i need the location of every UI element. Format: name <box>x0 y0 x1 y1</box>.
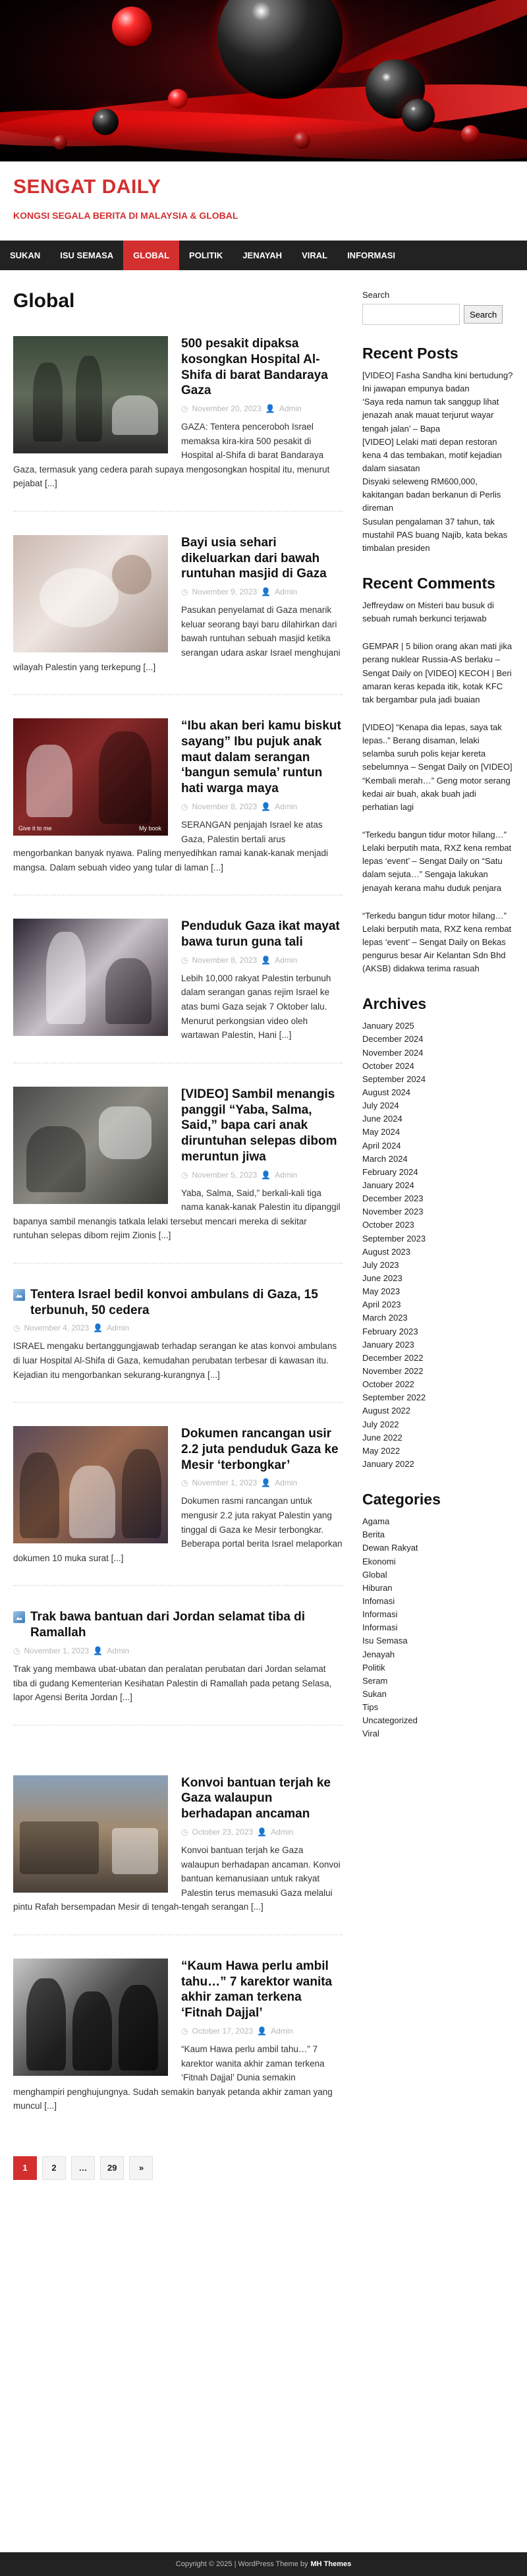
search-row <box>362 304 514 325</box>
post-author[interactable]: Admin <box>107 1646 130 1655</box>
recent-post-link[interactable]: Disyaki seleweng RM600,000, kakitangan badan berkanun di Perlis direman <box>362 476 501 513</box>
archive-link[interactable]: October 2024 <box>362 1060 414 1071</box>
thumb-figure <box>122 1449 161 1538</box>
page-29-button[interactable]: 29 <box>100 2156 124 2180</box>
post-excerpt: GAZA: Tentera penceroboh Israel memaksa kira-kira 500 pesakit di Hospital al-Shifa di barat Bandaraya Gaza, termasuk yang cedera parah supaya mengosongkan hospital itu, menurut pejabat [...] <box>13 422 330 489</box>
thumb-figure <box>26 745 72 817</box>
thumb-figure <box>76 356 102 442</box>
post-title[interactable] <box>13 1287 343 1319</box>
post-thumbnail[interactable] <box>13 919 168 1036</box>
post-item <box>13 336 343 512</box>
user-icon: 👤 <box>265 404 275 413</box>
thumb-figure <box>99 1106 152 1159</box>
archive-link[interactable]: October 2023 <box>362 1220 414 1230</box>
post-author[interactable]: Admin <box>275 955 298 965</box>
post-meta <box>13 1323 343 1332</box>
thumb-figure <box>72 1991 112 2071</box>
post-meta <box>181 2026 343 2036</box>
user-icon: 👤 <box>261 955 271 965</box>
post-title[interactable]: Konvoi bantuan terjah ke Gaza walaupun berhadapan ancaman <box>181 1775 331 1821</box>
clock-icon: ◷ <box>181 587 188 597</box>
sidebar <box>362 270 514 2206</box>
thumb-figure <box>26 1978 66 2071</box>
category-link[interactable]: Politik <box>362 1662 385 1673</box>
post-title[interactable]: “Ibu akan beri kamu biskut sayang” Ibu pujuk anak maut dalam serangan ‘bangun semula’ runtun hati warga maya <box>181 719 341 796</box>
recent-comment[interactable]: GEMPAR | 5 bilion orang akan mati jika perang nuklear Russia-AS berlaku – Sengat Daily on [VIDEO] KECOH | Beri amaran keras kepada itik, kotak KFC tak bergambar pula jadi buaian <box>362 641 513 704</box>
archive-link[interactable]: June 2023 <box>362 1273 402 1284</box>
archive-link[interactable]: July 2022 <box>362 1419 399 1429</box>
search-button[interactable]: Search <box>464 305 503 324</box>
post-title[interactable] <box>13 1609 343 1641</box>
post-item <box>13 535 343 695</box>
archive-link[interactable]: September 2024 <box>362 1073 426 1084</box>
footer-theme-link[interactable]: MH Themes <box>310 2560 352 2568</box>
site-footer <box>0 2552 527 2576</box>
post-author[interactable]: Admin <box>279 404 302 413</box>
post-title[interactable]: Dokumen rancangan usir 2.2 juta penduduk Gaza ke Mesir ‘terbongkar’ <box>181 1427 339 1472</box>
category-link[interactable]: Seram <box>362 1675 388 1686</box>
post-item <box>13 1959 343 2133</box>
archive-link[interactable]: February 2023 <box>362 1326 418 1336</box>
archive-link[interactable]: March 2023 <box>362 1313 408 1323</box>
category-link[interactable]: Uncategorized <box>362 1715 418 1726</box>
user-icon: 👤 <box>257 1827 267 1837</box>
post-meta <box>181 1478 343 1487</box>
archive-title: Global <box>13 290 75 312</box>
thumb-figure <box>40 568 119 627</box>
search-label: Search <box>362 290 390 300</box>
archive-link[interactable]: January 2022 <box>362 1458 414 1469</box>
post-date[interactable]: October 17, 2023 <box>192 2026 254 2036</box>
recent-post-link[interactable]: [VIDEO] Lelaki mati depan restoran kena 4 das tembakan, motif kejadian dalam siasatan <box>362 436 502 473</box>
category-link[interactable]: Berita <box>362 1530 385 1540</box>
clock-icon: ◷ <box>181 801 188 811</box>
post-date[interactable]: November 1, 2023 <box>192 1478 258 1488</box>
archive-link[interactable]: September 2023 <box>362 1233 426 1244</box>
post-item <box>13 1775 343 1935</box>
user-icon: 👤 <box>93 1646 103 1655</box>
banner-sphere <box>217 0 343 99</box>
search-widget <box>362 290 514 325</box>
page-1-button[interactable]: 1 <box>13 2156 37 2180</box>
post-excerpt: Pasukan penyelamat di Gaza menarik keluar seorang bayi baru dilahirkan dari bawah runtuhan sebuah masjid ketika serangan udara askar Israel menghujani wilayah Palestin yang terkepung [...] <box>13 605 341 672</box>
clock-icon: ◷ <box>13 1646 20 1655</box>
post-item <box>13 1426 343 1586</box>
post-item <box>13 1609 343 1725</box>
archive-link[interactable]: September 2022 <box>362 1392 426 1403</box>
archive-link[interactable]: November 2024 <box>362 1047 424 1058</box>
post-item <box>13 718 343 896</box>
thumb-figure <box>99 731 152 824</box>
site-title[interactable]: SENGAT DAILY <box>13 176 161 198</box>
post-excerpt: SERANGAN penjajah Israel ke atas Gaza, Palestin bertali arus mengorbankan banyak nyawa. Paling menyedihkan ramai kanak-kanak menjadi mangsa. Dalam sebuah video yang tular di laman [...] <box>13 819 329 873</box>
post-title[interactable]: Bayi usia sehari dikeluarkan dari bawah runtuhan masjid di Gaza <box>181 535 327 581</box>
nav-item-global[interactable]: GLOBAL <box>123 241 179 270</box>
post-date[interactable]: November 8, 2023 <box>192 955 258 965</box>
post-excerpt: “Kaum Hawa perlu ambil tahu…” 7 karektor wanita akhir zaman terkena ‘Fitnah Dajjal’ Dunia semakin menghampiri penghujungnya. Sudah semakin banyak petanda akhir zaman yang muncul [...] <box>13 2044 333 2111</box>
post-title[interactable]: Penduduk Gaza ikat mayat bawa turun guna tali <box>181 919 340 950</box>
archive-link[interactable]: November 2023 <box>362 1207 424 1217</box>
clock-icon: ◷ <box>181 2026 188 2036</box>
post-date[interactable]: November 8, 2023 <box>192 801 258 811</box>
post-excerpt: Konvoi bantuan terjah ke Gaza walaupun berhadapan ancaman. Konvoi bantuan kemanusiaan untuk rakyat Palestin terus memasuki Gaza melalui pintu Rafah bersempadan Mesir di tengah-tengah serangan [...] <box>13 1845 341 1912</box>
site-description: KONGSI SEGALA BERITA DI MALAYSIA & GLOBAL <box>13 210 238 221</box>
archive-link[interactable]: July 2024 <box>362 1101 399 1111</box>
post-item <box>13 1087 343 1264</box>
clock-icon: ◷ <box>13 1323 20 1333</box>
user-icon: 👤 <box>261 587 271 597</box>
post-excerpt: Dokumen rasmi rancangan untuk mengusir 2.2 juta rakyat Palestin yang tinggal di Gaza ke Mesir terbongkar. Beberapa portal berita Israel melaporkan dokumen 10 muka surat [...] <box>13 1496 343 1563</box>
search-input[interactable] <box>362 304 460 325</box>
post-item <box>13 919 343 1063</box>
recent-comment[interactable]: “Terkedu bangun tidur motor hilang…” Lelaki berputih mata, RXZ kena rembat lepas ‘event’ – Sengat Daily on Bekas pengurus besar Air Kelantan Sdn Bhd (AKSB) didakwa terima rasuah <box>362 910 512 974</box>
clock-icon: ◷ <box>181 1170 188 1180</box>
thumb-figure <box>112 1828 158 1874</box>
thumb-figure <box>105 958 152 1024</box>
nav-item-informasi[interactable]: INFORMASI <box>347 250 396 260</box>
post-date[interactable]: November 9, 2023 <box>192 587 258 597</box>
post-thumbnail[interactable] <box>13 1775 168 1893</box>
banner-sphere <box>168 89 188 109</box>
category-link[interactable]: Global <box>362 1569 387 1580</box>
thumb-caption: Give it to me <box>18 825 52 832</box>
category-link[interactable]: Isu Semasa <box>362 1636 408 1646</box>
post-excerpt: Trak yang membawa ubat-ubatan dan peralatan perubatan dari Jordan selamat tiba di gudang Kementerian Kesihatan Palestin di Ramallah pada petang Selasa, lapor Agensi Berita Jordan [...] <box>13 1663 332 1703</box>
category-link[interactable]: Sukan <box>362 1688 387 1699</box>
category-link[interactable]: Ekonomi <box>362 1556 396 1566</box>
category-link[interactable]: Hiburan <box>362 1582 393 1593</box>
nav-item-jenayah[interactable]: JENAYAH <box>242 250 283 260</box>
category-link[interactable]: Informasi <box>362 1622 398 1633</box>
header-banner <box>0 0 527 161</box>
pagination <box>13 2156 343 2180</box>
post-meta <box>181 956 343 965</box>
post-thumbnail[interactable] <box>13 336 168 453</box>
post-title[interactable]: 500 pesakit dipaksa kosongkan Hospital Al-Shifa di barat Bandaraya Gaza <box>181 337 328 398</box>
category-link[interactable]: Jenayah <box>362 1649 395 1659</box>
banner-swoosh <box>333 0 527 84</box>
thumb-figure <box>20 1821 99 1874</box>
archive-link[interactable]: June 2022 <box>362 1432 402 1443</box>
archive-link[interactable]: December 2022 <box>362 1352 424 1363</box>
recent-post-link[interactable]: Susulan pengalaman 37 tahun, tak mustahil PAS buang Najib, kata bekas timbalan presiden <box>362 516 508 553</box>
category-link[interactable]: Tips <box>362 1702 379 1713</box>
recent-comment[interactable]: [VIDEO] “Kenapa dia lepas, saya tak lepas..” Berang disaman, lelaki selamba suruh polis kejar kereta sebelumnya – Sengat Daily on [VIDEO] “Kembali merah…” Geng motor serang kedai air buah, akak buah jadi perhatian lagi <box>362 722 513 812</box>
widget-title: Archives <box>362 995 427 1013</box>
footer-copyright: Copyright © 2025 | WordPress Theme by <box>175 2560 308 2568</box>
post-thumbnail[interactable] <box>13 1426 168 1543</box>
main-navigation <box>0 241 527 270</box>
archive-link[interactable]: July 2023 <box>362 1259 399 1270</box>
post-meta <box>181 404 343 413</box>
archive-link[interactable]: February 2024 <box>362 1166 418 1177</box>
thumb-figure <box>69 1466 115 1538</box>
categories-list <box>362 1515 514 1740</box>
archive-link[interactable]: August 2023 <box>362 1246 411 1257</box>
archive-link[interactable]: May 2024 <box>362 1127 401 1137</box>
thumb-figure <box>33 362 63 442</box>
archive-link[interactable]: June 2024 <box>362 1114 402 1124</box>
post-date[interactable]: October 23, 2023 <box>192 1827 254 1837</box>
recent-post-link[interactable]: [VIDEO] Fasha Sandha kini bertudung? Ini jawapan empunya badan <box>362 370 513 394</box>
widget-title: Recent Posts <box>362 345 458 362</box>
recent-comments-widget <box>362 575 514 975</box>
user-icon: 👤 <box>93 1323 103 1333</box>
nav-item-sukan[interactable]: SUKAN <box>10 250 41 260</box>
archive-link[interactable]: January 2024 <box>362 1180 414 1191</box>
recent-comment[interactable]: Jeffreydaw on Misteri bau busuk di sebuah rumah berkunci terjawab <box>362 600 494 624</box>
content-wrap <box>0 270 527 2206</box>
post-author[interactable]: Admin <box>271 2026 294 2036</box>
post-thumbnail[interactable] <box>13 1087 168 1204</box>
widget-title: Categories <box>362 1491 441 1508</box>
nav-item-viral[interactable]: VIRAL <box>302 250 328 260</box>
clock-icon: ◷ <box>181 1478 188 1488</box>
post-date[interactable]: November 20, 2023 <box>192 404 262 413</box>
archive-link[interactable]: March 2024 <box>362 1153 408 1164</box>
post-author[interactable]: Admin <box>107 1323 130 1333</box>
widget-title: Recent Comments <box>362 574 495 592</box>
post-meta <box>181 587 343 596</box>
page-2-button[interactable]: 2 <box>42 2156 66 2180</box>
archive-link[interactable]: April 2024 <box>362 1140 401 1151</box>
banner-sphere <box>112 7 152 46</box>
archive-link[interactable]: December 2023 <box>362 1193 424 1204</box>
archive-link[interactable]: December 2024 <box>362 1034 424 1045</box>
recent-comments-list <box>362 599 514 975</box>
post-meta <box>181 1827 343 1837</box>
post-thumbnail[interactable] <box>13 718 168 836</box>
clock-icon: ◷ <box>181 404 188 413</box>
clock-icon: ◷ <box>181 1827 188 1837</box>
main-content <box>13 270 343 2206</box>
category-link[interactable]: Informasi <box>362 1609 398 1620</box>
categories-widget <box>362 1491 514 1740</box>
post-meta <box>13 1646 343 1655</box>
archive-link[interactable]: January 2025 <box>362 1021 414 1031</box>
nav-item-politik[interactable]: POLITIK <box>189 250 223 260</box>
banner-shade <box>0 122 527 161</box>
archive-link[interactable]: January 2023 <box>362 1339 414 1350</box>
category-link[interactable]: Agama <box>362 1516 390 1527</box>
user-icon: 👤 <box>261 1170 271 1180</box>
post-meta <box>181 802 343 811</box>
thumb-figure <box>20 1452 59 1538</box>
thumb-caption: My book <box>138 825 161 832</box>
site-branding <box>0 161 527 241</box>
post-thumbnail[interactable] <box>13 535 168 652</box>
post-date[interactable]: November 4, 2023 <box>24 1323 90 1333</box>
image-format-icon <box>13 1611 25 1623</box>
category-link[interactable]: Infomasi <box>362 1595 395 1606</box>
archive-link[interactable]: October 2022 <box>362 1379 414 1390</box>
post-excerpt: ISRAEL mengaku bertanggungjawab terhadap serangan ke atas konvoi ambulans di luar Hospital Al-Shifa di Gaza, kemudahan perubatan terbesar di kawasan itu. Kejadian itu mengorbankan sekurang-kurangnya [...] <box>13 1341 337 1380</box>
post-author[interactable]: Admin <box>275 1478 298 1488</box>
archive-link[interactable]: August 2024 <box>362 1087 411 1098</box>
thumb-figure <box>26 1126 86 1192</box>
post-author[interactable]: Admin <box>275 1170 298 1180</box>
post-title-text[interactable]: Tentera Israel bedil konvoi ambulans di Gaza, 15 terbunuh, 50 cedera <box>30 1287 318 1317</box>
archives-list <box>362 1019 514 1471</box>
clock-icon: ◷ <box>181 955 188 965</box>
post-title[interactable]: [VIDEO] Sambil menangis panggil “Yaba, Salma, Said,” bapa cari anak diruntuhan selepas dibom meruntun jiwa <box>181 1087 337 1164</box>
thumb-figure <box>119 1985 158 2071</box>
archives-widget <box>362 995 514 1471</box>
thumb-figure <box>112 395 158 435</box>
post-date[interactable]: November 1, 2023 <box>24 1646 90 1655</box>
post-author[interactable]: Admin <box>271 1827 294 1837</box>
user-icon: 👤 <box>261 1478 271 1488</box>
post-item <box>13 1287 343 1403</box>
category-link[interactable]: Dewan Rakyat <box>362 1543 418 1553</box>
post-title-text[interactable]: Trak bawa bantuan dari Jordan selamat tiba di Ramallah <box>30 1610 306 1640</box>
archive-link[interactable]: May 2022 <box>362 1445 401 1456</box>
image-format-icon <box>13 1289 25 1301</box>
recent-posts-list <box>362 369 514 555</box>
thumb-figure <box>46 932 86 1024</box>
archive-link[interactable]: May 2023 <box>362 1286 401 1297</box>
page-ellipsis: … <box>71 2156 95 2180</box>
post-title[interactable]: “Kaum Hawa perlu ambil tahu…” 7 karektor wanita akhir zaman terkena ‘Fitnah Dajjal’ <box>181 1959 333 2020</box>
post-excerpt: Lebih 10,000 rakyat Palestin terbunuh dalam serangan ganas rejim Israel ke atas bumi Gaza sejak 7 Oktober lalu. Menurut perkongsian video oleh wartawan Palestin, Hani [...] <box>181 973 331 1041</box>
post-author[interactable]: Admin <box>275 587 298 597</box>
post-excerpt: Yaba, Salma, Said,” berkali-kali tiga nama kanak-kanak Palestin itu dipanggil bapanya sambil menangis tatkala lelaki tersebut mencari mereka di sekitar runtuhan selepas dibom rejim Zionis [...] <box>13 1188 341 1241</box>
nav-item-isu-semasa[interactable]: ISU SEMASA <box>60 250 114 260</box>
thumb-figure <box>112 555 152 594</box>
recent-posts-widget <box>362 345 514 555</box>
next-page-button[interactable]: » <box>129 2156 153 2180</box>
archive-link[interactable]: August 2022 <box>362 1406 411 1416</box>
post-thumbnail[interactable] <box>13 1959 168 2076</box>
category-link[interactable]: Viral <box>362 1729 379 1739</box>
post-date[interactable]: November 5, 2023 <box>192 1170 258 1180</box>
post-meta <box>181 1170 343 1180</box>
archive-link[interactable]: November 2022 <box>362 1366 424 1376</box>
post-author[interactable]: Admin <box>275 801 298 811</box>
recent-post-link[interactable]: ‘Saya reda namun tak sanggup lihat jenazah anak mauat terjurut wayar tengah jalan’ – Bapa <box>362 397 499 434</box>
user-icon: 👤 <box>261 801 271 811</box>
recent-comment[interactable]: “Terkedu bangun tidur motor hilang…” Lelaki berputih mata, RXZ kena rembat lepas ‘event’ – Sengat Daily on “Satu dalam sejuta…” Sengaja lakukan jenayah kerana mahu duduk penjara <box>362 829 512 893</box>
archive-link[interactable]: April 2023 <box>362 1300 401 1310</box>
user-icon: 👤 <box>257 2026 267 2036</box>
